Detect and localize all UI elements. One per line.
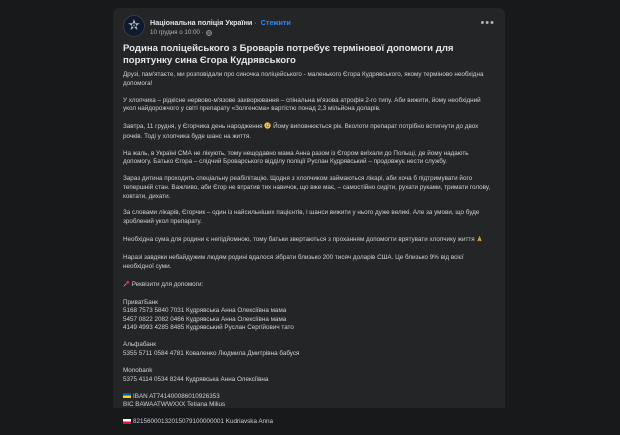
police-emblem-icon — [126, 18, 142, 34]
card-line: 5355 5711 0584 4781 Коваленко Людмила Дмитрівна бабуся — [123, 349, 300, 357]
post-title: Родина поліцейського з Броварів потребує термінової допомоги для порятунку сина Єгора Кудрявського — [123, 43, 454, 66]
card-line: 4149 4993 4285 8485 Кудрявський Руслан Сергійович тато — [123, 324, 294, 332]
birthday-tail: Йому виповнюється рік. Вколоти препарат потрібно встигнути до двох рочків. Тоді у хлопчика буде шанс на життя. — [123, 123, 479, 140]
paragraph-4: На жаль, в Україні СМА не лікують, тому нещодавно мама Анна разом із Єгором виїхали до Польщі, де йому надають допомогу. Батько Єгора – слідчий Броварського відділу поліції Руслан Кудрявський – продовжує нести службу. — [123, 149, 469, 166]
bank-name: ПриватБанк — [123, 298, 158, 306]
paragraph-7 — [123, 235, 495, 246]
bank-alfabank — [123, 341, 495, 358]
bank-name: Альфабанк — [123, 341, 157, 349]
post-meta — [150, 29, 212, 36]
birthday-text: Завтра, 11 грудня, у Єгорчика день народження — [123, 123, 263, 131]
card-line: 5168 7573 5840 7031 Кудрявська Анна Олексіївна мама — [123, 307, 287, 315]
bank-name: Monobank — [123, 366, 153, 374]
more-options-icon[interactable]: ••• — [480, 17, 495, 29]
iban-ua-block — [123, 393, 495, 410]
page-avatar[interactable] — [123, 15, 145, 37]
requisites-heading-text: Реквізити для допомоги: — [131, 280, 204, 288]
iban-pl: 82156000132015079100000001 Kudriavska Anna — [133, 418, 274, 426]
page-name[interactable]: Національна поліція України — [150, 18, 253, 27]
iban-line — [123, 393, 495, 402]
post-card — [113, 8, 505, 426]
paragraph-8: Наразі завдяки небайдужим людям родині вдалося зібрати близько 200 тисяч доларів США. Це близько 9% від всієї необхідної суми. — [123, 254, 464, 270]
paragraph-6: За словами лікарів, Єгорчик – один із найсильніших пацієнтів, і шанси вижити у нього дуже великі. Але за умови, що буде зроблений укол препарату. — [123, 209, 480, 226]
post-header — [123, 15, 495, 39]
page-name-line — [150, 18, 291, 27]
post-body — [123, 43, 495, 435]
card-line: 5457 0822 2082 0466 Кудрявська Анна Олексіївна мама — [123, 315, 287, 323]
appeal-text: Необхідна сума для родини є непідйомною, тому батьки звертаються з проханням допомогти врятувати хлопчику життя — [123, 236, 475, 244]
card-line: 5375 4114 0534 8244 Кудрявська Анна Олексіївна — [123, 375, 269, 383]
ukraine-flag-icon — [123, 393, 131, 398]
bic-line: BIC BAWAATWWXXX Tetiana Milius — [123, 401, 226, 409]
post-time[interactable]: 10 грудня о 10:00 · — [150, 29, 204, 36]
poland-flag-icon — [123, 419, 131, 424]
iban-pl-block — [123, 418, 495, 427]
requisites-heading — [123, 280, 495, 291]
separator: · — [252, 18, 259, 27]
folded-hands-icon — [476, 235, 483, 246]
paragraph-5: Зараз дитина проходить спеціальну реабілітацію. Щодня з хлопчиком займаються лікарі, аби хоча б підтримувати його тепершній стан. Важливо, аби Єгор не втратив тих навичок, що вже має, – самостійно сидіти, рухати руками, тримати голову, ковтати, дихати. — [123, 175, 491, 200]
paragraph-3 — [123, 122, 495, 141]
bank-privatbank — [123, 299, 495, 333]
bank-monobank — [123, 367, 495, 384]
follow-button[interactable]: Стежити — [260, 18, 291, 27]
party-face-icon — [264, 122, 271, 133]
globe-icon — [206, 30, 212, 36]
paragraph-2: У хлопчика – рідкісне нервово-м'язове захворювання – спінальна м'язова атрофія 2-го типу. Аби вижити, йому необхідний укол найдорожчого у світі препарату «Золгенсма» вартістю понад 2,3 мільйона доларів. — [123, 96, 481, 113]
paragraph-1: Друзі, пам'ятаєте, ми розповідали про синочка поліцейського - маленького Єгора Кудрявського, якому терміново необхідна допомога! — [123, 71, 484, 87]
pushpin-icon — [123, 280, 130, 291]
iban-ua: IBAN AT741400086010926353 — [133, 392, 220, 400]
